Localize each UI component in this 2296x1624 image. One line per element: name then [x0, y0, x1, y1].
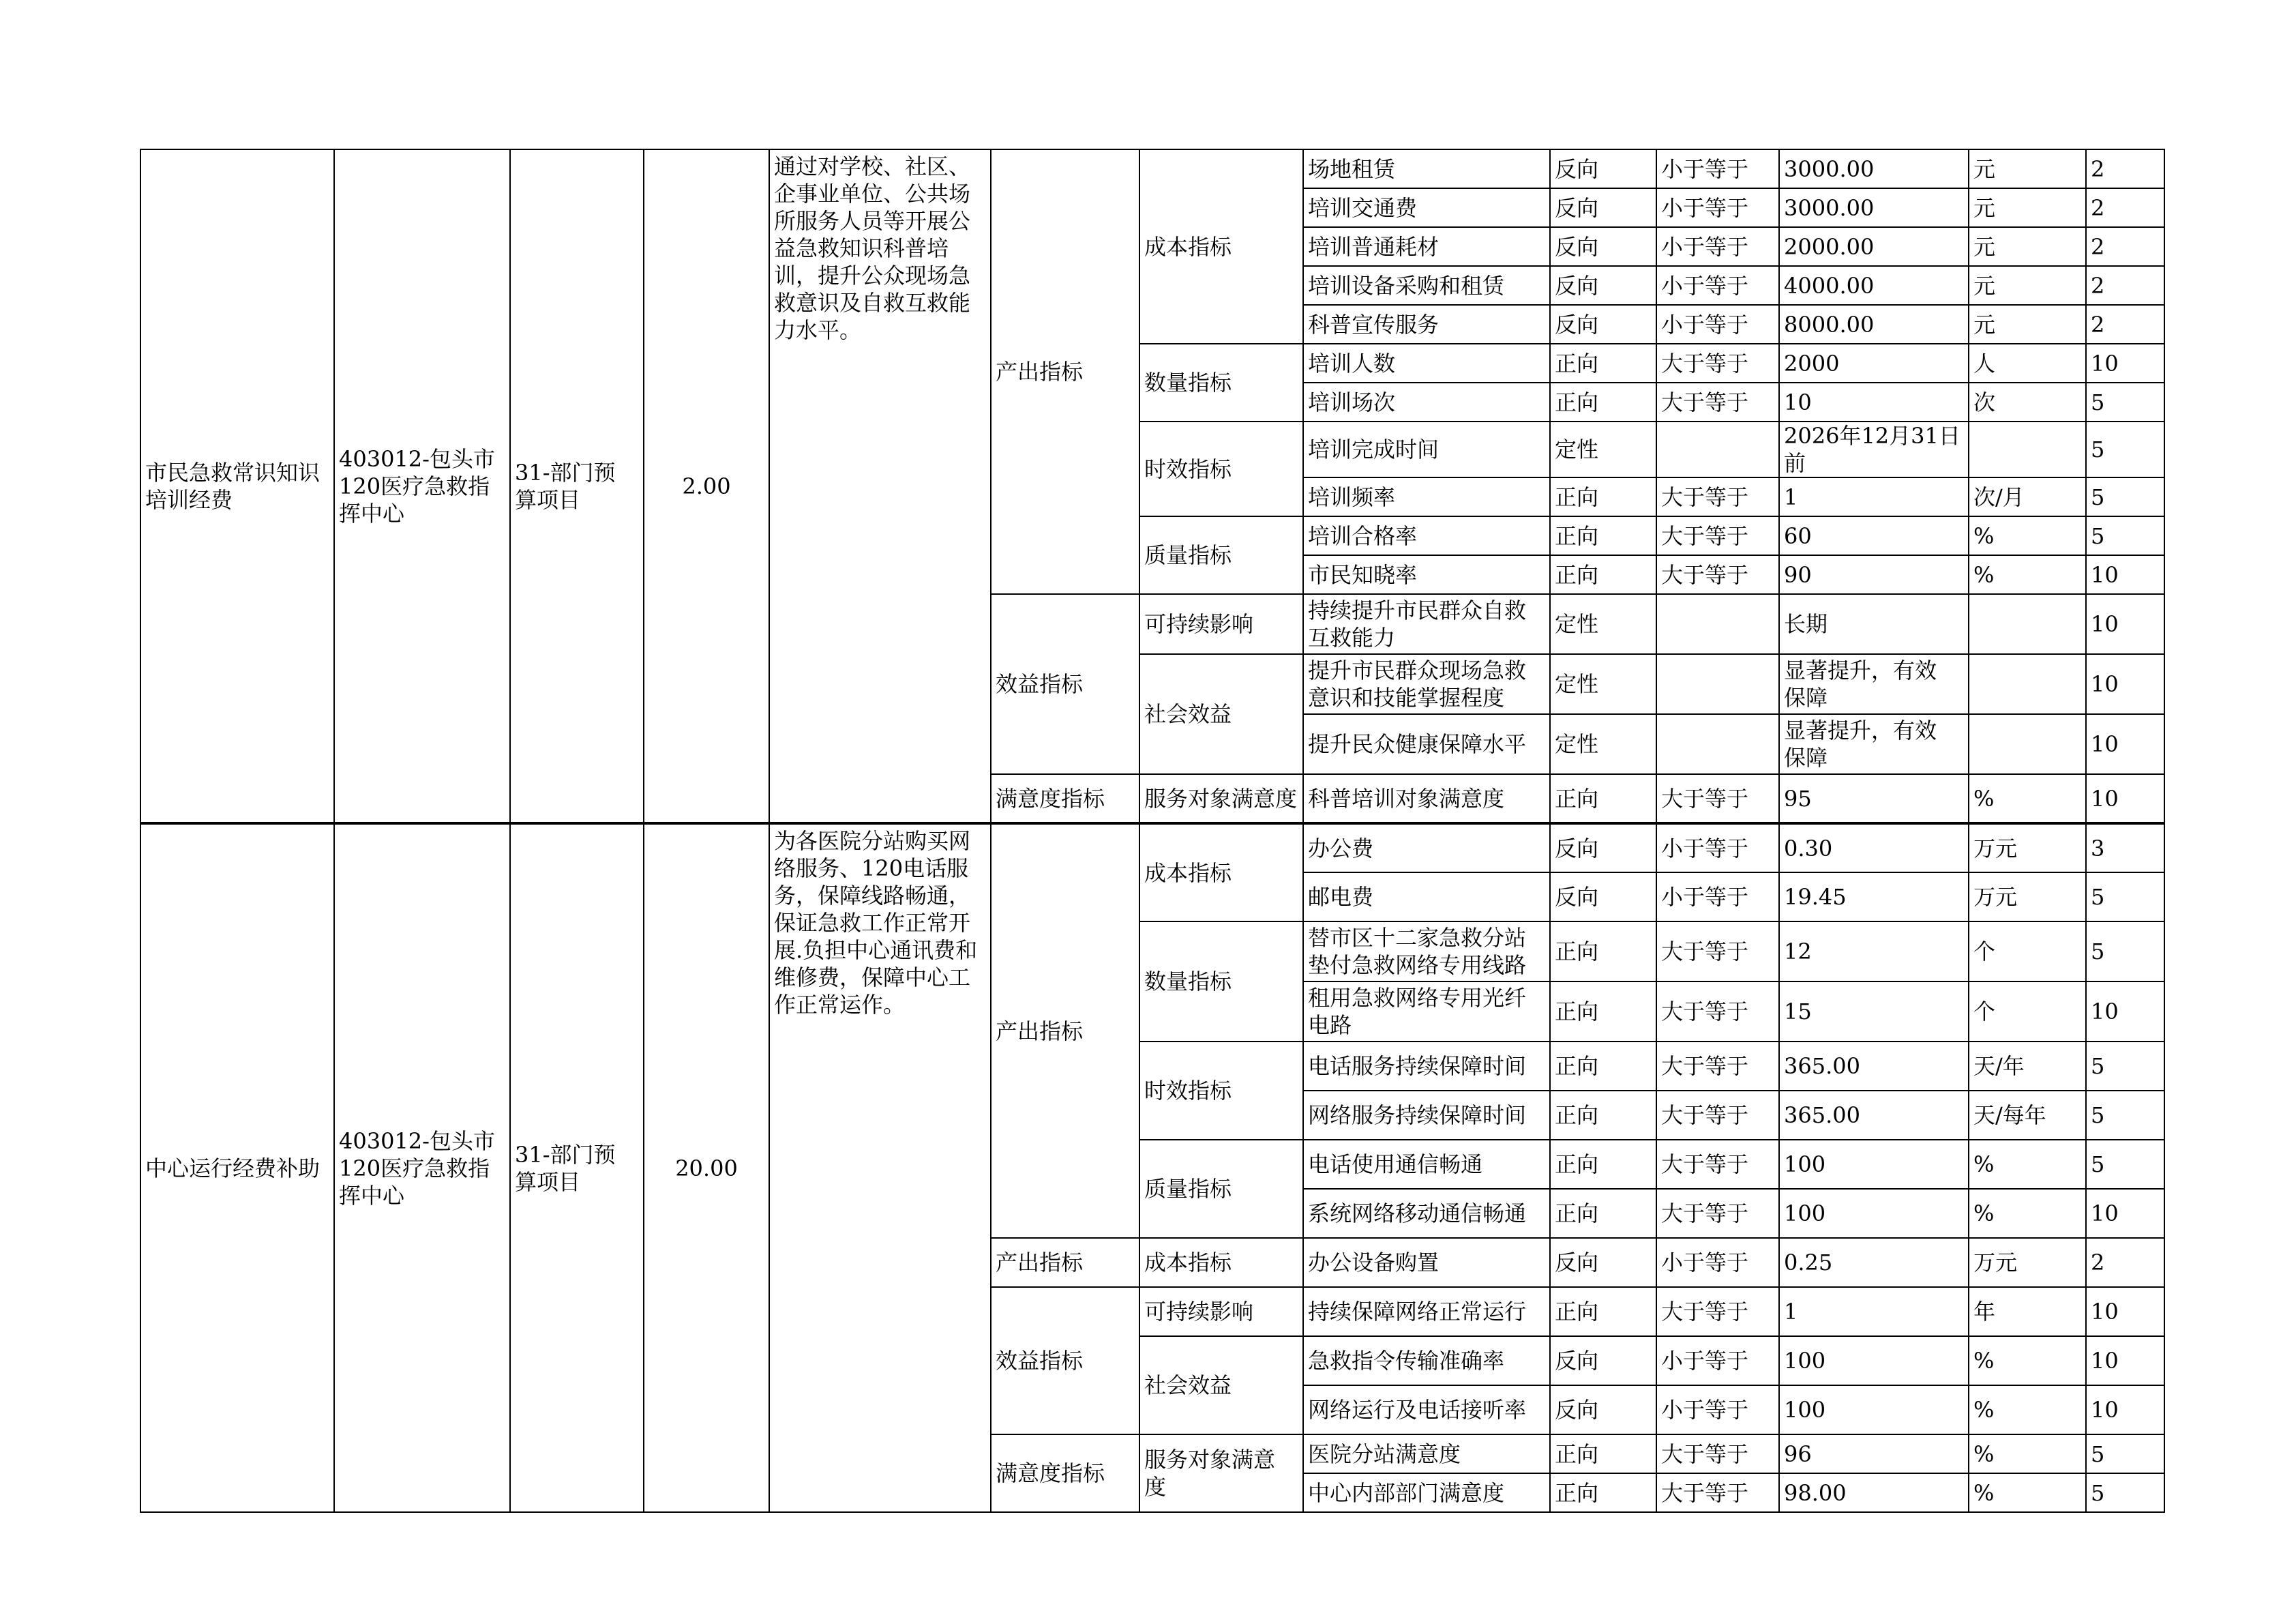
weight-score: 5: [2086, 1042, 2164, 1091]
performance-goal: 为各医院分站购买网 络服务、120电话服 务，保障线路畅通， 保证急救工作正常开 展.负担中心通讯费和 维修费，保障中心工 作正常运作。: [769, 823, 991, 1512]
level1-indicator: 产出指标: [991, 1238, 1139, 1287]
measure-unit: 元: [1969, 188, 2086, 227]
measure-unit: [1969, 654, 2086, 714]
project-name: 中心运行经费补助: [140, 823, 334, 1512]
weight-score: 2: [2086, 305, 2164, 344]
table-row: [140, 823, 2164, 872]
indicator-nature: 定性: [1550, 654, 1656, 714]
target-value: 12: [1779, 921, 1969, 981]
level3-indicator: 急救指令传输准确率: [1303, 1336, 1550, 1385]
weight-score: 5: [2086, 422, 2164, 477]
indicator-nature: 反向: [1550, 227, 1656, 266]
comparison-operator: 小于等于: [1656, 149, 1779, 188]
level3-indicator: 网络服务持续保障时间: [1303, 1091, 1550, 1140]
indicator-nature: 正向: [1550, 555, 1656, 594]
level3-indicator: 科普培训对象满意度: [1303, 774, 1550, 823]
weight-score: 5: [2086, 516, 2164, 555]
target-value: 2026年12月31日前: [1779, 422, 1969, 477]
comparison-operator: [1656, 594, 1779, 654]
level2-indicator: 服务对象满意 度: [1139, 1434, 1303, 1512]
comparison-operator: 大于等于: [1656, 921, 1779, 981]
level3-indicator: 中心内部部门满意度: [1303, 1473, 1550, 1512]
comparison-operator: [1656, 654, 1779, 714]
indicator-nature: 正向: [1550, 774, 1656, 823]
level3-indicator: 培训设备采购和租赁: [1303, 266, 1550, 305]
level3-indicator: 持续提升市民群众自救 互救能力: [1303, 594, 1550, 654]
weight-score: 10: [2086, 344, 2164, 383]
measure-unit: %: [1969, 1385, 2086, 1434]
weight-score: 2: [2086, 266, 2164, 305]
table-row: [140, 149, 2164, 188]
level2-indicator: 可持续影响: [1139, 1287, 1303, 1336]
budget-amount: 2.00: [644, 149, 769, 823]
comparison-operator: 小于等于: [1656, 872, 1779, 921]
level3-indicator: 提升市民群众现场急救 意识和技能掌握程度: [1303, 654, 1550, 714]
weight-score: 10: [2086, 555, 2164, 594]
indicator-nature: 反向: [1550, 1238, 1656, 1287]
level3-indicator: 电话使用通信畅通: [1303, 1140, 1550, 1189]
weight-score: 5: [2086, 477, 2164, 516]
comparison-operator: 大于等于: [1656, 1189, 1779, 1238]
level3-indicator: 培训交通费: [1303, 188, 1550, 227]
weight-score: 10: [2086, 714, 2164, 774]
comparison-operator: 小于等于: [1656, 266, 1779, 305]
level3-indicator: 邮电费: [1303, 872, 1550, 921]
weight-score: 5: [2086, 872, 2164, 921]
weight-score: 10: [2086, 774, 2164, 823]
comparison-operator: 大于等于: [1656, 774, 1779, 823]
measure-unit: 元: [1969, 149, 2086, 188]
target-value: 100: [1779, 1336, 1969, 1385]
comparison-operator: 小于等于: [1656, 1336, 1779, 1385]
target-value: 98.00: [1779, 1473, 1969, 1512]
measure-unit: %: [1969, 1473, 2086, 1512]
weight-score: 2: [2086, 1238, 2164, 1287]
comparison-operator: [1656, 422, 1779, 477]
comparison-operator: 大于等于: [1656, 477, 1779, 516]
weight-score: 2: [2086, 149, 2164, 188]
comparison-operator: 小于等于: [1656, 227, 1779, 266]
target-value: 3000.00: [1779, 149, 1969, 188]
weight-score: 2: [2086, 188, 2164, 227]
measure-unit: 万元: [1969, 823, 2086, 872]
measure-unit: %: [1969, 1434, 2086, 1473]
project-type: 31-部门预 算项目: [510, 149, 644, 823]
measure-unit: [1969, 594, 2086, 654]
budget-unit: 403012-包头市 120医疗急救指 挥中心: [334, 823, 510, 1512]
indicator-nature: 正向: [1550, 1287, 1656, 1336]
indicator-nature: 正向: [1550, 344, 1656, 383]
measure-unit: 元: [1969, 266, 2086, 305]
weight-score: 10: [2086, 1336, 2164, 1385]
comparison-operator: 大于等于: [1656, 981, 1779, 1042]
table-body: [140, 149, 2164, 1512]
target-value: 3000.00: [1779, 188, 1969, 227]
comparison-operator: 大于等于: [1656, 1042, 1779, 1091]
indicator-nature: 正向: [1550, 1434, 1656, 1473]
level2-indicator: 数量指标: [1139, 921, 1303, 1042]
measure-unit: 万元: [1969, 1238, 2086, 1287]
target-value: 90: [1779, 555, 1969, 594]
comparison-operator: 大于等于: [1656, 1434, 1779, 1473]
indicator-nature: 反向: [1550, 1385, 1656, 1434]
measure-unit: %: [1969, 516, 2086, 555]
level2-indicator: 时效指标: [1139, 1042, 1303, 1140]
level2-indicator: 成本指标: [1139, 149, 1303, 344]
comparison-operator: [1656, 714, 1779, 774]
indicator-nature: 反向: [1550, 266, 1656, 305]
indicator-nature: 正向: [1550, 1140, 1656, 1189]
indicator-nature: 反向: [1550, 823, 1656, 872]
measure-unit: 元: [1969, 227, 2086, 266]
level3-indicator: 电话服务持续保障时间: [1303, 1042, 1550, 1091]
level1-indicator: 效益指标: [991, 594, 1139, 774]
measure-unit: 天/每年: [1969, 1091, 2086, 1140]
measure-unit: %: [1969, 1189, 2086, 1238]
weight-score: 10: [2086, 1189, 2164, 1238]
weight-score: 5: [2086, 1473, 2164, 1512]
target-value: 60: [1779, 516, 1969, 555]
target-value: 96: [1779, 1434, 1969, 1473]
comparison-operator: 大于等于: [1656, 344, 1779, 383]
level1-indicator: 满意度指标: [991, 774, 1139, 823]
comparison-operator: 小于等于: [1656, 188, 1779, 227]
target-value: 100: [1779, 1189, 1969, 1238]
level2-indicator: 质量指标: [1139, 1140, 1303, 1238]
target-value: 1: [1779, 477, 1969, 516]
target-value: 95: [1779, 774, 1969, 823]
indicator-nature: 定性: [1550, 594, 1656, 654]
weight-score: 2: [2086, 227, 2164, 266]
level2-indicator: 成本指标: [1139, 823, 1303, 921]
target-value: 1: [1779, 1287, 1969, 1336]
level3-indicator: 培训完成时间: [1303, 422, 1550, 477]
level3-indicator: 培训场次: [1303, 383, 1550, 422]
comparison-operator: 大于等于: [1656, 1287, 1779, 1336]
indicator-nature: 正向: [1550, 981, 1656, 1042]
level3-indicator: 网络运行及电话接听率: [1303, 1385, 1550, 1434]
level3-indicator: 持续保障网络正常运行: [1303, 1287, 1550, 1336]
weight-score: 5: [2086, 1434, 2164, 1473]
performance-goal: 通过对学校、社区、 企事业单位、公共场 所服务人员等开展公 益急救知识科普培 训，提升公众现场急 救意识及自救互救能 力水平。: [769, 149, 991, 823]
target-value: 365.00: [1779, 1091, 1969, 1140]
comparison-operator: 大于等于: [1656, 1140, 1779, 1189]
level1-indicator: 产出指标: [991, 149, 1139, 594]
comparison-operator: 大于等于: [1656, 383, 1779, 422]
measure-unit: 天/年: [1969, 1042, 2086, 1091]
performance-indicator-table: [140, 149, 2165, 1513]
weight-score: 3: [2086, 823, 2164, 872]
target-value: 8000.00: [1779, 305, 1969, 344]
level1-indicator: 产出指标: [991, 823, 1139, 1238]
weight-score: 10: [2086, 654, 2164, 714]
target-value: 2000: [1779, 344, 1969, 383]
level2-indicator: 时效指标: [1139, 422, 1303, 516]
indicator-nature: 定性: [1550, 422, 1656, 477]
indicator-nature: 反向: [1550, 149, 1656, 188]
level1-indicator: 满意度指标: [991, 1434, 1139, 1512]
target-value: 2000.00: [1779, 227, 1969, 266]
budget-unit: 403012-包头市 120医疗急救指 挥中心: [334, 149, 510, 823]
weight-score: 10: [2086, 1287, 2164, 1336]
target-value: 显著提升，有效 保障: [1779, 714, 1969, 774]
indicator-nature: 定性: [1550, 714, 1656, 774]
level3-indicator: 办公费: [1303, 823, 1550, 872]
target-value: 100: [1779, 1140, 1969, 1189]
comparison-operator: 小于等于: [1656, 1238, 1779, 1287]
level3-indicator: 医院分站满意度: [1303, 1434, 1550, 1473]
level2-indicator: 社会效益: [1139, 654, 1303, 774]
target-value: 0.30: [1779, 823, 1969, 872]
indicator-nature: 正向: [1550, 516, 1656, 555]
level3-indicator: 场地租赁: [1303, 149, 1550, 188]
level2-indicator: 服务对象满意度: [1139, 774, 1303, 823]
measure-unit: %: [1969, 774, 2086, 823]
level2-indicator: 社会效益: [1139, 1336, 1303, 1434]
level3-indicator: 培训合格率: [1303, 516, 1550, 555]
comparison-operator: 大于等于: [1656, 516, 1779, 555]
measure-unit: [1969, 714, 2086, 774]
project-name: 市民急救常识知识 培训经费: [140, 149, 334, 823]
level3-indicator: 替市区十二家急救分站 垫付急救网络专用线路: [1303, 921, 1550, 981]
comparison-operator: 小于等于: [1656, 305, 1779, 344]
weight-score: 5: [2086, 1140, 2164, 1189]
target-value: 365.00: [1779, 1042, 1969, 1091]
level3-indicator: 科普宣传服务: [1303, 305, 1550, 344]
comparison-operator: 大于等于: [1656, 1473, 1779, 1512]
budget-amount: 20.00: [644, 823, 769, 1512]
indicator-nature: 反向: [1550, 872, 1656, 921]
target-value: 显著提升，有效 保障: [1779, 654, 1969, 714]
weight-score: 10: [2086, 1385, 2164, 1434]
weight-score: 5: [2086, 383, 2164, 422]
weight-score: 10: [2086, 981, 2164, 1042]
comparison-operator: 大于等于: [1656, 1091, 1779, 1140]
measure-unit: 人: [1969, 344, 2086, 383]
level3-indicator: 培训人数: [1303, 344, 1550, 383]
level2-indicator: 质量指标: [1139, 516, 1303, 594]
measure-unit: %: [1969, 555, 2086, 594]
level3-indicator: 租用急救网络专用光纤 电路: [1303, 981, 1550, 1042]
indicator-nature: 正向: [1550, 1091, 1656, 1140]
level1-indicator: 效益指标: [991, 1287, 1139, 1434]
level2-indicator: 数量指标: [1139, 344, 1303, 422]
measure-unit: [1969, 422, 2086, 477]
indicator-nature: 正向: [1550, 1042, 1656, 1091]
indicator-nature: 正向: [1550, 1189, 1656, 1238]
project-type: 31-部门预 算项目: [510, 823, 644, 1512]
measure-unit: 万元: [1969, 872, 2086, 921]
measure-unit: 元: [1969, 305, 2086, 344]
measure-unit: 年: [1969, 1287, 2086, 1336]
target-value: 100: [1779, 1385, 1969, 1434]
indicator-nature: 正向: [1550, 921, 1656, 981]
indicator-nature: 反向: [1550, 1336, 1656, 1385]
weight-score: 5: [2086, 1091, 2164, 1140]
comparison-operator: 大于等于: [1656, 555, 1779, 594]
level2-indicator: 可持续影响: [1139, 594, 1303, 654]
weight-score: 5: [2086, 921, 2164, 981]
level3-indicator: 办公设备购置: [1303, 1238, 1550, 1287]
measure-unit: %: [1969, 1336, 2086, 1385]
comparison-operator: 小于等于: [1656, 1385, 1779, 1434]
measure-unit: %: [1969, 1140, 2086, 1189]
target-value: 4000.00: [1779, 266, 1969, 305]
level3-indicator: 培训频率: [1303, 477, 1550, 516]
level3-indicator: 市民知晓率: [1303, 555, 1550, 594]
level2-indicator: 成本指标: [1139, 1238, 1303, 1287]
level3-indicator: 提升民众健康保障水平: [1303, 714, 1550, 774]
target-value: 15: [1779, 981, 1969, 1042]
indicator-nature: 正向: [1550, 477, 1656, 516]
level3-indicator: 系统网络移动通信畅通: [1303, 1189, 1550, 1238]
indicator-nature: 正向: [1550, 383, 1656, 422]
measure-unit: 个: [1969, 921, 2086, 981]
indicator-nature: 反向: [1550, 305, 1656, 344]
measure-unit: 次/月: [1969, 477, 2086, 516]
target-value: 长期: [1779, 594, 1969, 654]
target-value: 19.45: [1779, 872, 1969, 921]
level3-indicator: 培训普通耗材: [1303, 227, 1550, 266]
measure-unit: 次: [1969, 383, 2086, 422]
comparison-operator: 小于等于: [1656, 823, 1779, 872]
target-value: 0.25: [1779, 1238, 1969, 1287]
indicator-nature: 正向: [1550, 1473, 1656, 1512]
indicator-nature: 反向: [1550, 188, 1656, 227]
measure-unit: 个: [1969, 981, 2086, 1042]
weight-score: 10: [2086, 594, 2164, 654]
target-value: 10: [1779, 383, 1969, 422]
